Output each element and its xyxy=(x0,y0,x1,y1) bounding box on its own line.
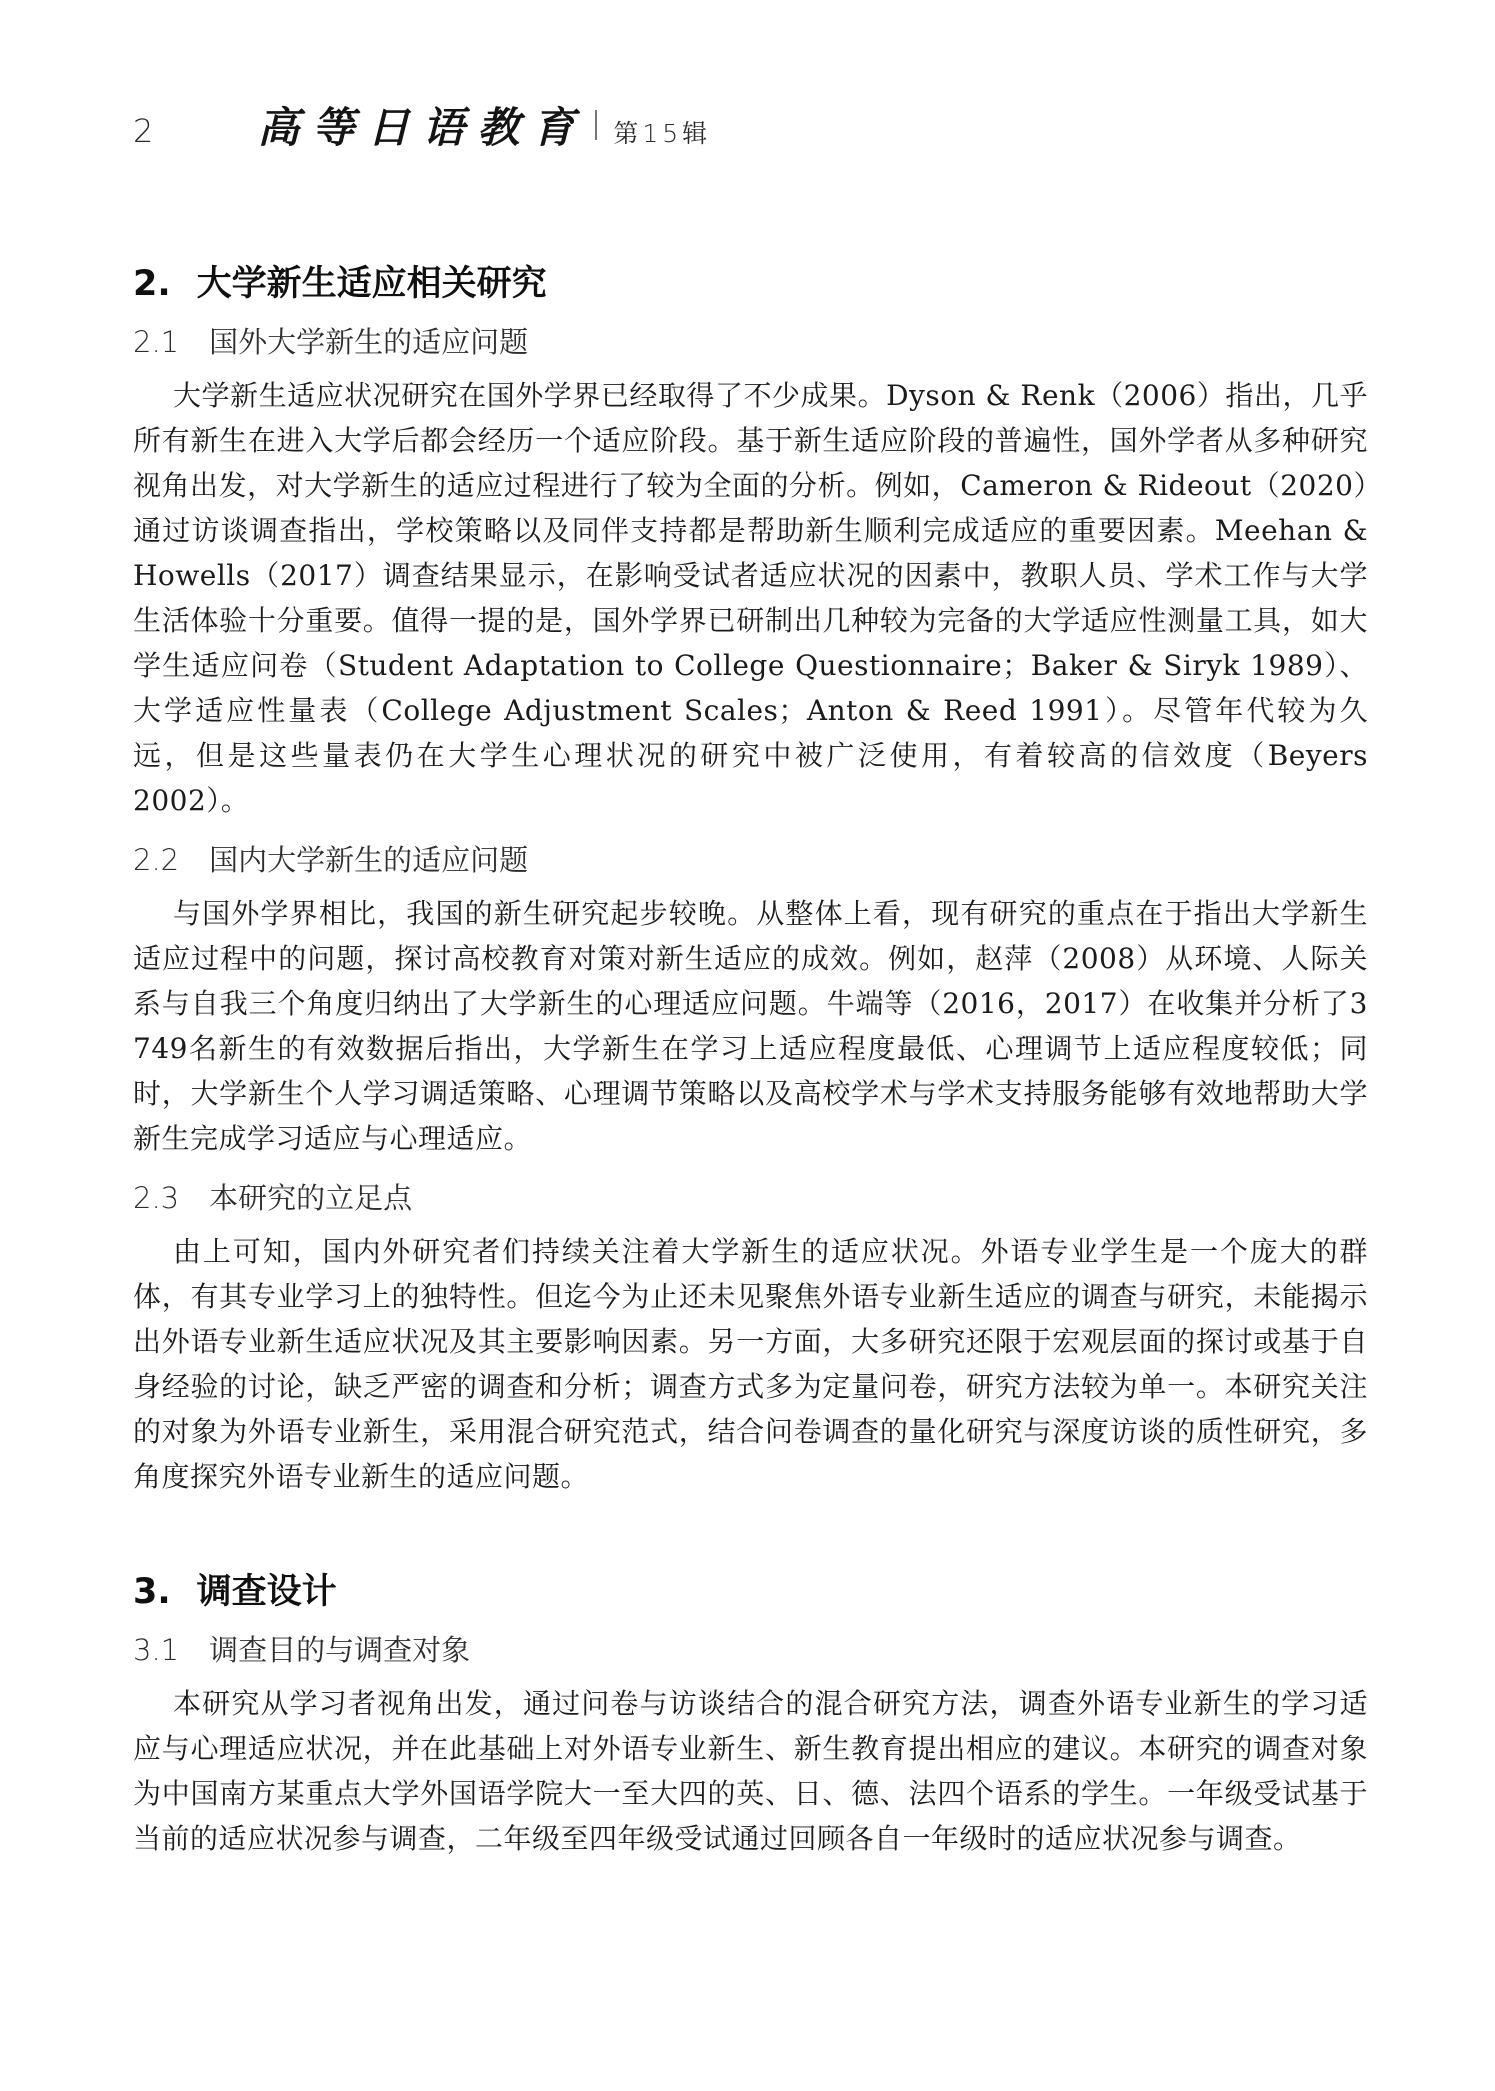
section-2-number: 2. xyxy=(133,264,171,304)
section-2-heading xyxy=(133,263,1368,305)
paragraph-2-1: 大学新生适应状况研究在国外学界已经取得了不少成果。Dyson & Renk（2006）指出，几乎所有新生在进入大学后都会经历一个适应阶段。基于新生适应阶段的普遍性，国外学者从多种研究视角出发，对大学新生的适应过程进行了较为全面的分析。例如，Cameron & Rideout（2020）通过访谈调查指出，学校策略以及同伴支持都是帮助新生顺利完成适应的重要因素。Meehan & Howells（2017）调查结果显示，在影响受试者适应状况的因素中，教职人员、学术工作与大学生活体验十分重要。值得一提的是，国外学界已研制出几种较为完备的大学适应性测量工具，如大学生适应问卷（Student Adaptation to College Questionnaire；Baker & Siryk 1989）、大学适应性量表（College Adjustment Scales；Anton & Reed 1991）。尽管年代较为久远，但是这些量表仍在大学生心理状况的研究中被广泛使用，有着较高的信效度（Beyers 2002）。 xyxy=(133,379,1368,817)
subsection-3-1-title: 调查目的与调查对象 xyxy=(209,1633,471,1667)
page-body xyxy=(133,263,1368,1861)
subsection-2-1-number: 2.1 xyxy=(133,325,180,359)
section-2-title: 大学新生适应相关研究 xyxy=(196,264,547,304)
section-3-number: 3. xyxy=(133,1572,171,1612)
header-divider xyxy=(595,110,597,140)
issue-label: 第15辑 xyxy=(613,119,712,148)
page-number: 2 xyxy=(133,112,154,150)
section-3-heading xyxy=(133,1571,1368,1613)
paragraph-2-2: 与国外学界相比，我国的新生研究起步较晚。从整体上看，现有研究的重点在于指出大学新生适应过程中的问题，探讨高校教育对策对新生适应的成效。例如，赵萍（2008）从环境、人际关系与自我三个角度归纳出了大学新生的心理适应问题。牛端等（2016，2017）在收集并分析了3 749名新生的有效数据后指出，大学新生在学习上适应程度最低、心理调节上适应程度较低；同时，大学新生个人学习调适策略、心理调节策略以及高校学术与学术支持服务能够有效地帮助大学新生完成学习适应与心理适应。 xyxy=(133,897,1368,1155)
subsection-2-2-title: 国内大学新生的适应问题 xyxy=(209,843,529,877)
page-header xyxy=(133,95,1368,155)
subsection-2-2-number: 2.2 xyxy=(133,843,180,877)
subsection-2-3-heading xyxy=(133,1181,1368,1215)
subsection-2-2-heading xyxy=(133,843,1368,877)
subsection-2-1-title: 国外大学新生的适应问题 xyxy=(209,325,529,359)
subsection-2-3-title: 本研究的立足点 xyxy=(209,1181,413,1215)
subsection-2-3-number: 2.3 xyxy=(133,1181,180,1215)
subsection-3-1-number: 3.1 xyxy=(133,1633,180,1667)
paragraph-2-3: 由上可知，国内外研究者们持续关注着大学新生的适应状况。外语专业学生是一个庞大的群体，有其专业学习上的独特性。但迄今为止还未见聚焦外语专业新生适应的调查与研究，未能揭示出外语专业新生适应状况及其主要影响因素。另一方面，大多研究还限于宏观层面的探讨或基于自身经验的讨论，缺乏严密的调查和分析；调查方式多为定量问卷，研究方法较为单一。本研究关注的对象为外语专业新生，采用混合研究范式，结合问卷调查的量化研究与深度访谈的质性研究，多角度探究外语专业新生的适应问题。 xyxy=(133,1235,1368,1493)
journal-title: 高等日语教育 xyxy=(257,103,588,152)
section-3-title: 调查设计 xyxy=(196,1572,337,1612)
paragraph-3-1: 本研究从学习者视角出发，通过问卷与访谈结合的混合研究方法，调查外语专业新生的学习适应与心理适应状况，并在此基础上对外语专业新生、新生教育提出相应的建议。本研究的调查对象为中国南方某重点大学外国语学院大一至大四的英、日、德、法四个语系的学生。一年级受试基于当前的适应状况参与调查，二年级至四年级受试通过回顾各自一年级时的适应状况参与调查。 xyxy=(133,1687,1368,1855)
subsection-2-1-heading xyxy=(133,325,1368,359)
subsection-3-1-heading xyxy=(133,1633,1368,1667)
